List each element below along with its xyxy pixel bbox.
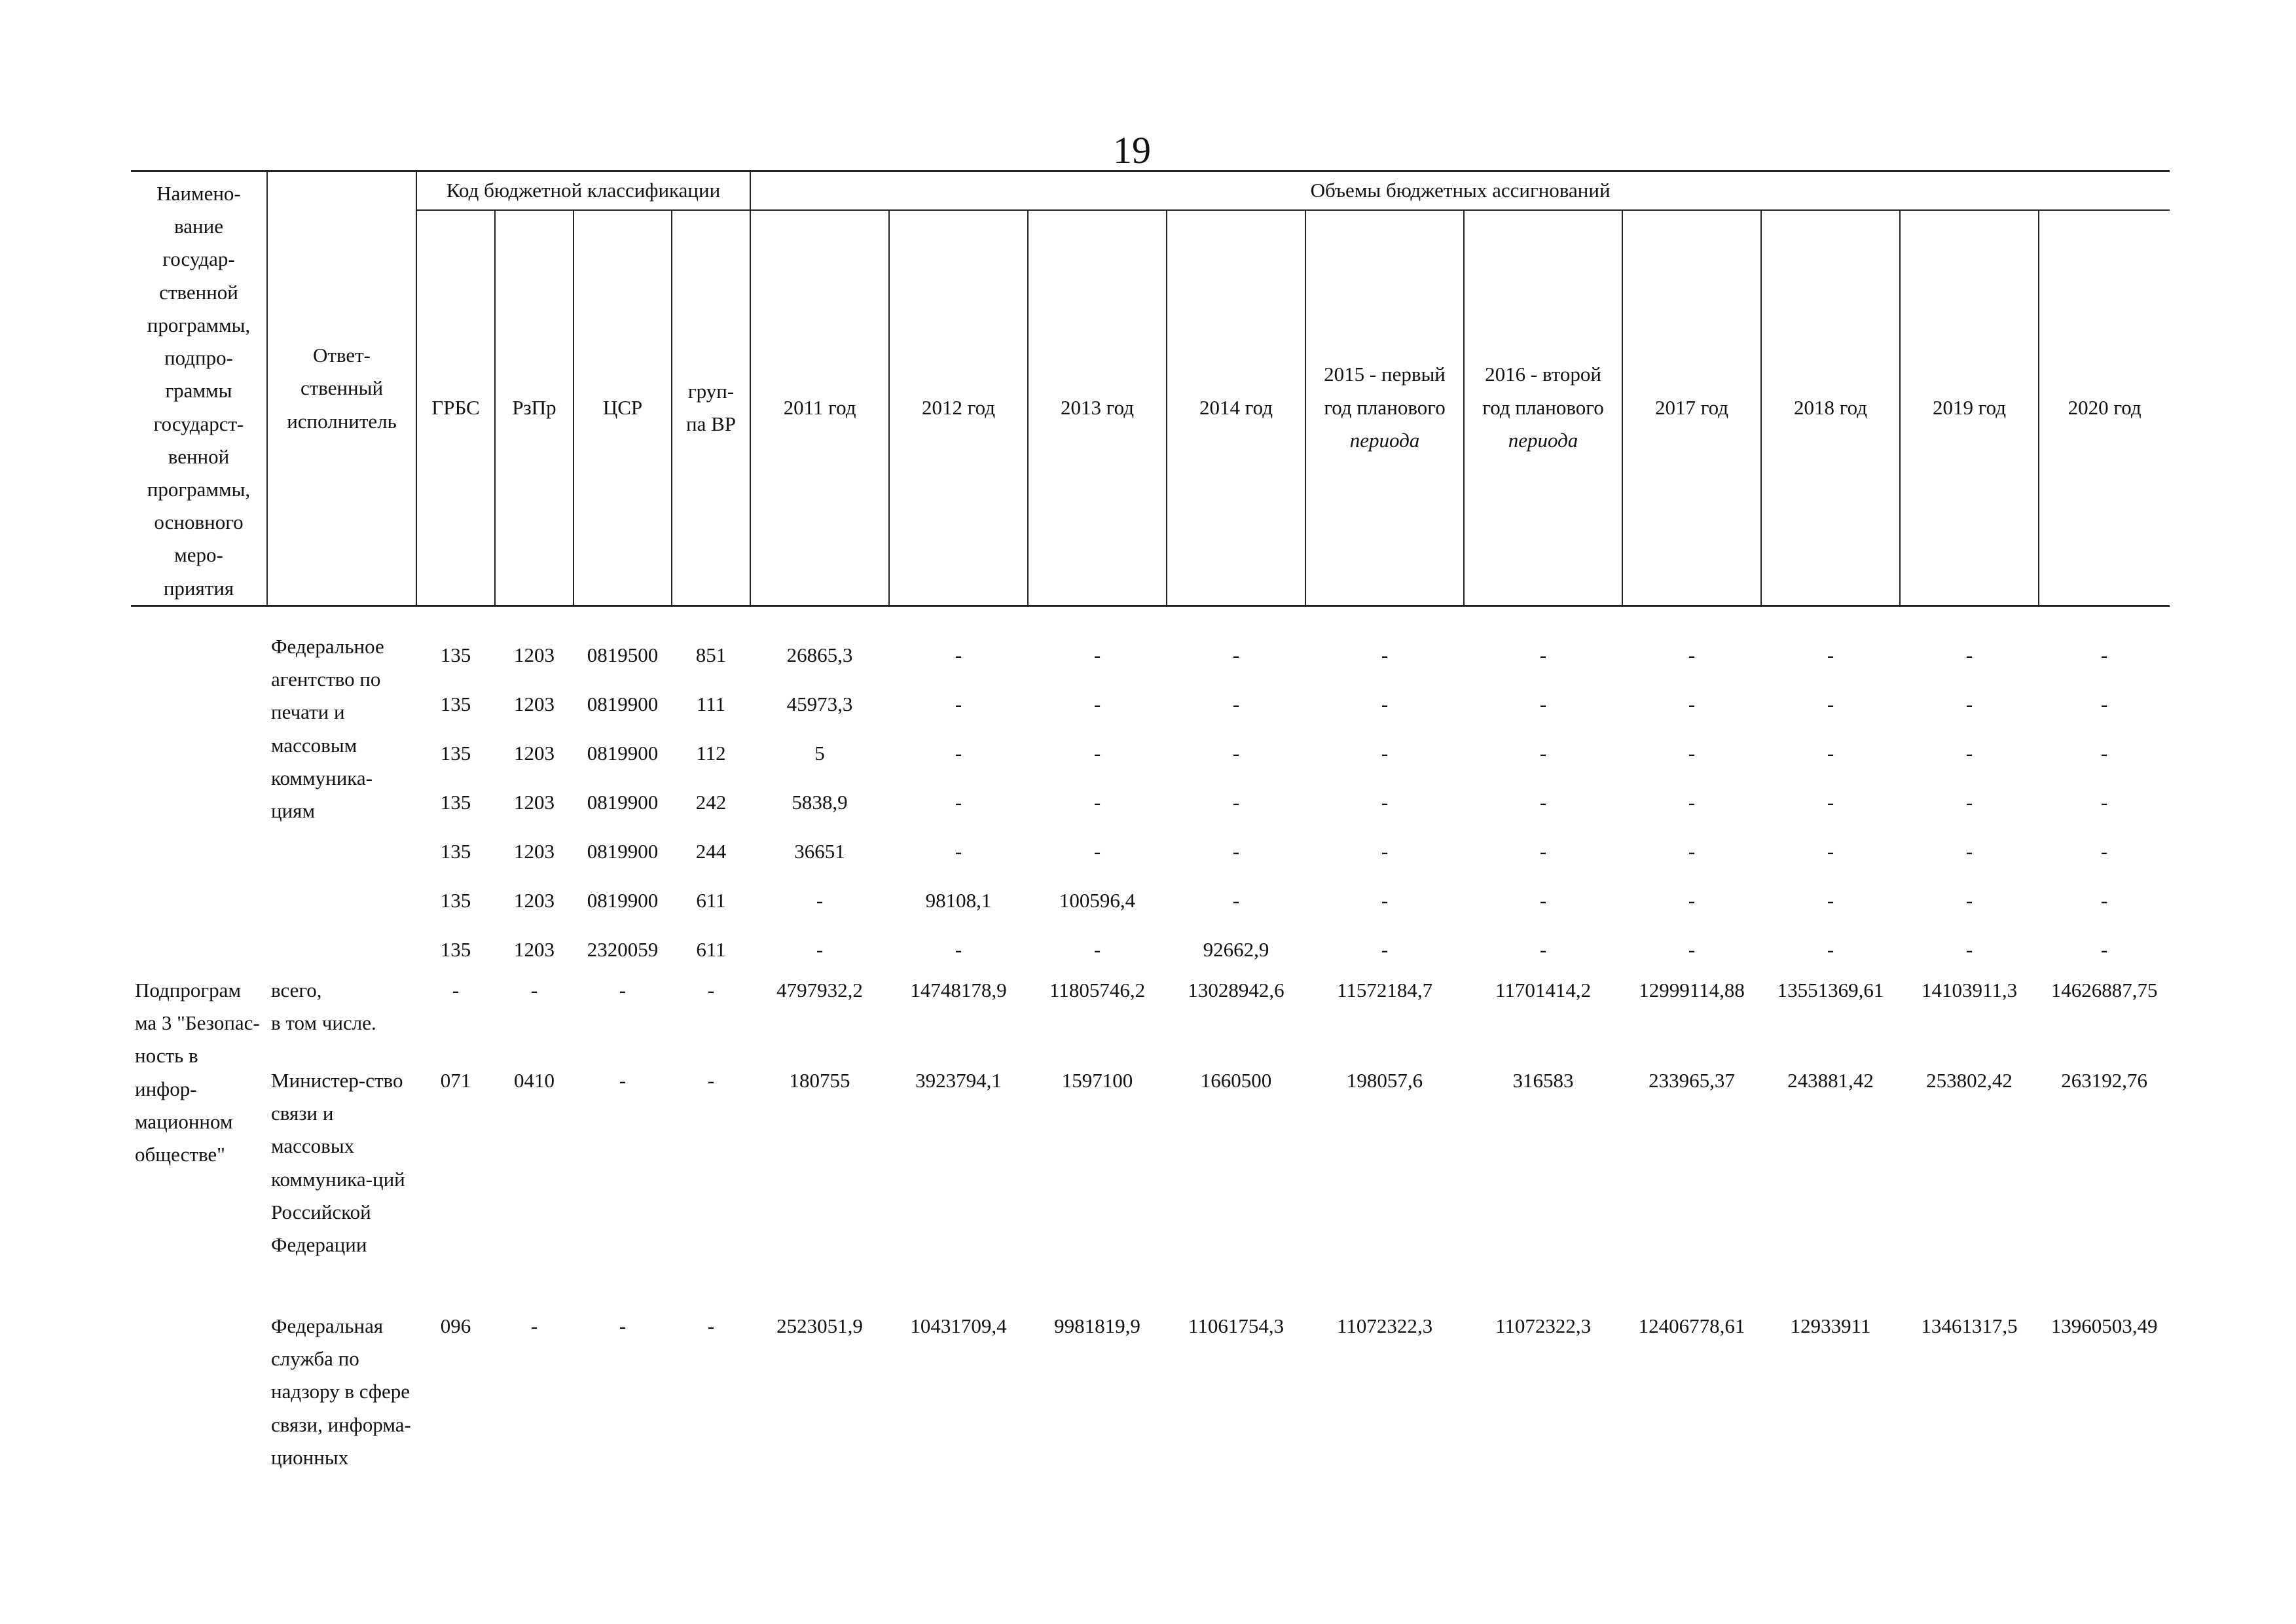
value-cell: - [955,790,962,814]
value-cell: 26865,3 [786,643,853,666]
value-cell: - [1093,643,1101,666]
header-vr: груп- па ВР [672,210,750,606]
value-cell: - [1965,741,1973,765]
header-2019: 2019 год [1900,210,2039,606]
value-cell: 180755 [789,1068,850,1092]
csr-cell: 2320059 [587,937,659,961]
value-cell: - [955,643,962,666]
table-row [131,925,2170,974]
header-2016 [1464,210,1622,606]
value-cell: 13960503,49 [2050,1314,2158,1337]
csr-cell: - [619,978,627,1001]
vr-cell: - [707,978,715,1001]
value-cell: 13028942,6 [1188,978,1285,1001]
value-cell: - [1381,888,1389,912]
table-row [131,827,2170,876]
rzpr-cell: 1203 [514,643,555,666]
table-row [131,605,2170,679]
grbs-cell: 096 [440,1314,471,1337]
value-cell: - [1539,839,1547,863]
value-cell: 10431709,4 [910,1314,1007,1337]
rzpr-cell: - [530,978,538,1001]
value-cell: 11572184,7 [1336,978,1433,1001]
value-cell: 9981819,9 [1054,1314,1140,1337]
value-cell: - [1539,643,1547,666]
vr-cell: 851 [695,643,727,666]
header-2016-line1: 2016 - второй год планового [1482,363,1604,419]
executor-cell: Федеральное агентство по печати и массовым коммуника-циям [271,634,384,822]
grbs-cell: - [452,978,460,1001]
header-program-name: Наимено- вание государ- ственной программы, подпро- граммы государст- венной программы, основного меро- приятия [131,171,267,606]
value-cell: - [2100,692,2108,715]
value-cell: - [1232,790,1240,814]
value-cell: 14626887,75 [2050,978,2158,1001]
subprogram-name-cell: Подпрограм ма 3 "Безопас-ность в инфор-мационном обществе" [135,978,260,1166]
header-2014: 2014 год [1167,210,1305,606]
value-cell: - [1827,692,1834,715]
rzpr-cell: 1203 [514,937,555,961]
value-cell: - [1093,692,1101,715]
csr-cell: - [619,1068,627,1092]
value-cell: - [1827,888,1834,912]
header-grbs: ГРБС [416,210,495,606]
table-row [131,876,2170,925]
header-2017: 2017 год [1622,210,1761,606]
csr-cell: 0819900 [587,741,659,765]
grbs-cell: 135 [440,643,471,666]
value-cell: - [1688,888,1696,912]
value-cell: - [1381,790,1389,814]
value-cell: 98108,1 [925,888,992,912]
value-cell: - [1232,692,1240,715]
value-cell: - [1965,790,1973,814]
value-cell: - [1965,692,1973,715]
header-2015-line2: периода [1349,428,1420,452]
rzpr-cell: 1203 [514,888,555,912]
value-cell: - [1827,741,1834,765]
grbs-cell: 071 [440,1068,471,1092]
value-cell: - [1539,790,1547,814]
grbs-cell: 135 [440,790,471,814]
value-cell: - [1965,888,1973,912]
header-csr: ЦСР [574,210,672,606]
vr-cell: - [707,1314,715,1337]
header-2015 [1305,210,1464,606]
csr-cell: - [619,1314,627,1337]
grbs-cell: 135 [440,839,471,863]
rzpr-cell: 1203 [514,790,555,814]
value-cell: 243881,42 [1787,1068,1874,1092]
value-cell: 12406778,61 [1638,1314,1745,1337]
rzpr-cell: 0410 [514,1068,555,1092]
value-cell: - [1827,839,1834,863]
header-2011: 2011 год [750,210,889,606]
value-cell: - [1688,643,1696,666]
vr-cell: 611 [696,937,726,961]
vr-cell: 611 [696,888,726,912]
value-cell: - [1381,692,1389,715]
header-2018: 2018 год [1761,210,1900,606]
value-cell: - [1965,937,1973,961]
grbs-cell: 135 [440,888,471,912]
value-cell: 316583 [1512,1068,1574,1092]
value-cell: 11805746,2 [1049,978,1146,1001]
value-cell: - [816,937,824,961]
value-cell: 11072322,3 [1495,1314,1592,1337]
value-cell: 14748178,9 [910,978,1007,1001]
value-cell: - [2100,741,2108,765]
value-cell: 12933911 [1790,1314,1871,1337]
value-cell: 100596,4 [1059,888,1136,912]
value-cell: - [1381,937,1389,961]
value-cell: - [1232,643,1240,666]
header-rzpr: РзПр [495,210,574,606]
value-cell: - [2100,839,2108,863]
program-name-cell [131,605,267,974]
executor-cell: Министер-ство связи и массовых коммуника-ций Российской Федерации [271,1068,405,1256]
table-row [131,1058,2170,1303]
header-2020: 2020 год [2039,210,2170,606]
value-cell: - [2100,937,2108,961]
value-cell: - [955,839,962,863]
value-cell: 5838,9 [792,790,848,814]
table-body [131,605,2170,1474]
value-cell: - [1965,839,1973,863]
csr-cell: 0819900 [587,888,659,912]
vr-cell: 244 [695,839,727,863]
vr-cell: 242 [695,790,727,814]
grbs-cell: 135 [440,692,471,715]
header-executor: Ответ- ственный исполнитель [267,171,416,606]
value-cell: 11072322,3 [1336,1314,1433,1337]
value-cell: - [1688,692,1696,715]
value-cell: - [1827,643,1834,666]
value-cell: - [1093,839,1101,863]
value-cell: - [1232,839,1240,863]
value-cell: - [1093,937,1101,961]
value-cell: 263192,76 [2061,1068,2147,1092]
value-cell: - [1539,741,1547,765]
value-cell: 13551369,61 [1777,978,1884,1001]
page-number: 19 [1113,129,1151,171]
value-cell: 14103911,3 [1921,978,2018,1001]
value-cell: - [1688,741,1696,765]
value-cell: - [1688,790,1696,814]
rzpr-cell: - [530,1314,538,1337]
header-2015-line1: 2015 - первый год планового [1324,363,1446,419]
rzpr-cell: 1203 [514,741,555,765]
table-row [131,778,2170,827]
value-cell: - [955,741,962,765]
value-cell: - [955,692,962,715]
value-cell: - [2100,643,2108,666]
value-cell: 92662,9 [1203,937,1269,961]
value-cell: 2523051,9 [776,1314,863,1337]
rzpr-cell: 1203 [514,839,555,863]
value-cell: - [1232,888,1240,912]
value-cell: - [1539,692,1547,715]
value-cell: - [1827,937,1834,961]
value-cell: - [1093,741,1101,765]
table-row [131,974,2170,1058]
value-cell: - [1093,790,1101,814]
rzpr-cell: 1203 [514,692,555,715]
csr-cell: 0819500 [587,643,659,666]
value-cell: 1660500 [1200,1068,1272,1092]
budget-table [131,170,2170,1474]
csr-cell: 0819900 [587,790,659,814]
value-cell: 12999114,88 [1639,978,1745,1001]
executor-cell: Федеральная служба по надзору в сфере связи, информа-ционных [271,1314,411,1469]
csr-cell: 0819900 [587,692,659,715]
value-cell: 3923794,1 [915,1068,1002,1092]
table-row [131,729,2170,778]
vr-cell: 112 [696,741,726,765]
vr-cell: 111 [696,692,726,715]
table-row [131,1303,2170,1474]
grbs-cell: 135 [440,937,471,961]
value-cell: 45973,3 [786,692,853,715]
header-budget-volumes: Объемы бюджетных ассигнований [750,171,2170,210]
value-cell: 4797932,2 [776,978,863,1001]
value-cell: 11701414,2 [1495,978,1592,1001]
value-cell: - [1381,741,1389,765]
value-cell: - [1232,741,1240,765]
value-cell: - [1688,937,1696,961]
value-cell: - [2100,790,2108,814]
executor-cell: всего, в том числе. [271,978,376,1035]
value-cell: - [1688,839,1696,863]
grbs-cell: 135 [440,741,471,765]
budget-sheet [131,170,2167,1474]
header-2013: 2013 год [1028,210,1167,606]
table-row [131,679,2170,729]
value-cell: 13461317,5 [1921,1314,2018,1337]
value-cell: - [1381,839,1389,863]
value-cell: 5 [814,741,825,765]
csr-cell: 0819900 [587,839,659,863]
value-cell: - [1965,643,1973,666]
value-cell: 11061754,3 [1188,1314,1285,1337]
header-budget-code: Код бюджетной классификации [416,171,750,210]
value-cell: - [1539,937,1547,961]
value-cell: - [1539,888,1547,912]
value-cell: - [816,888,824,912]
value-cell: 253802,42 [1926,1068,2013,1092]
header-2016-line2: периода [1508,428,1578,452]
value-cell: 1597100 [1061,1068,1133,1092]
value-cell: - [2100,888,2108,912]
value-cell: - [1381,643,1389,666]
value-cell: 233965,37 [1649,1068,1735,1092]
vr-cell: - [707,1068,715,1092]
value-cell: - [1827,790,1834,814]
value-cell: - [955,937,962,961]
value-cell: 198057,6 [1346,1068,1423,1092]
value-cell: 36651 [794,839,845,863]
header-2012: 2012 год [889,210,1028,606]
